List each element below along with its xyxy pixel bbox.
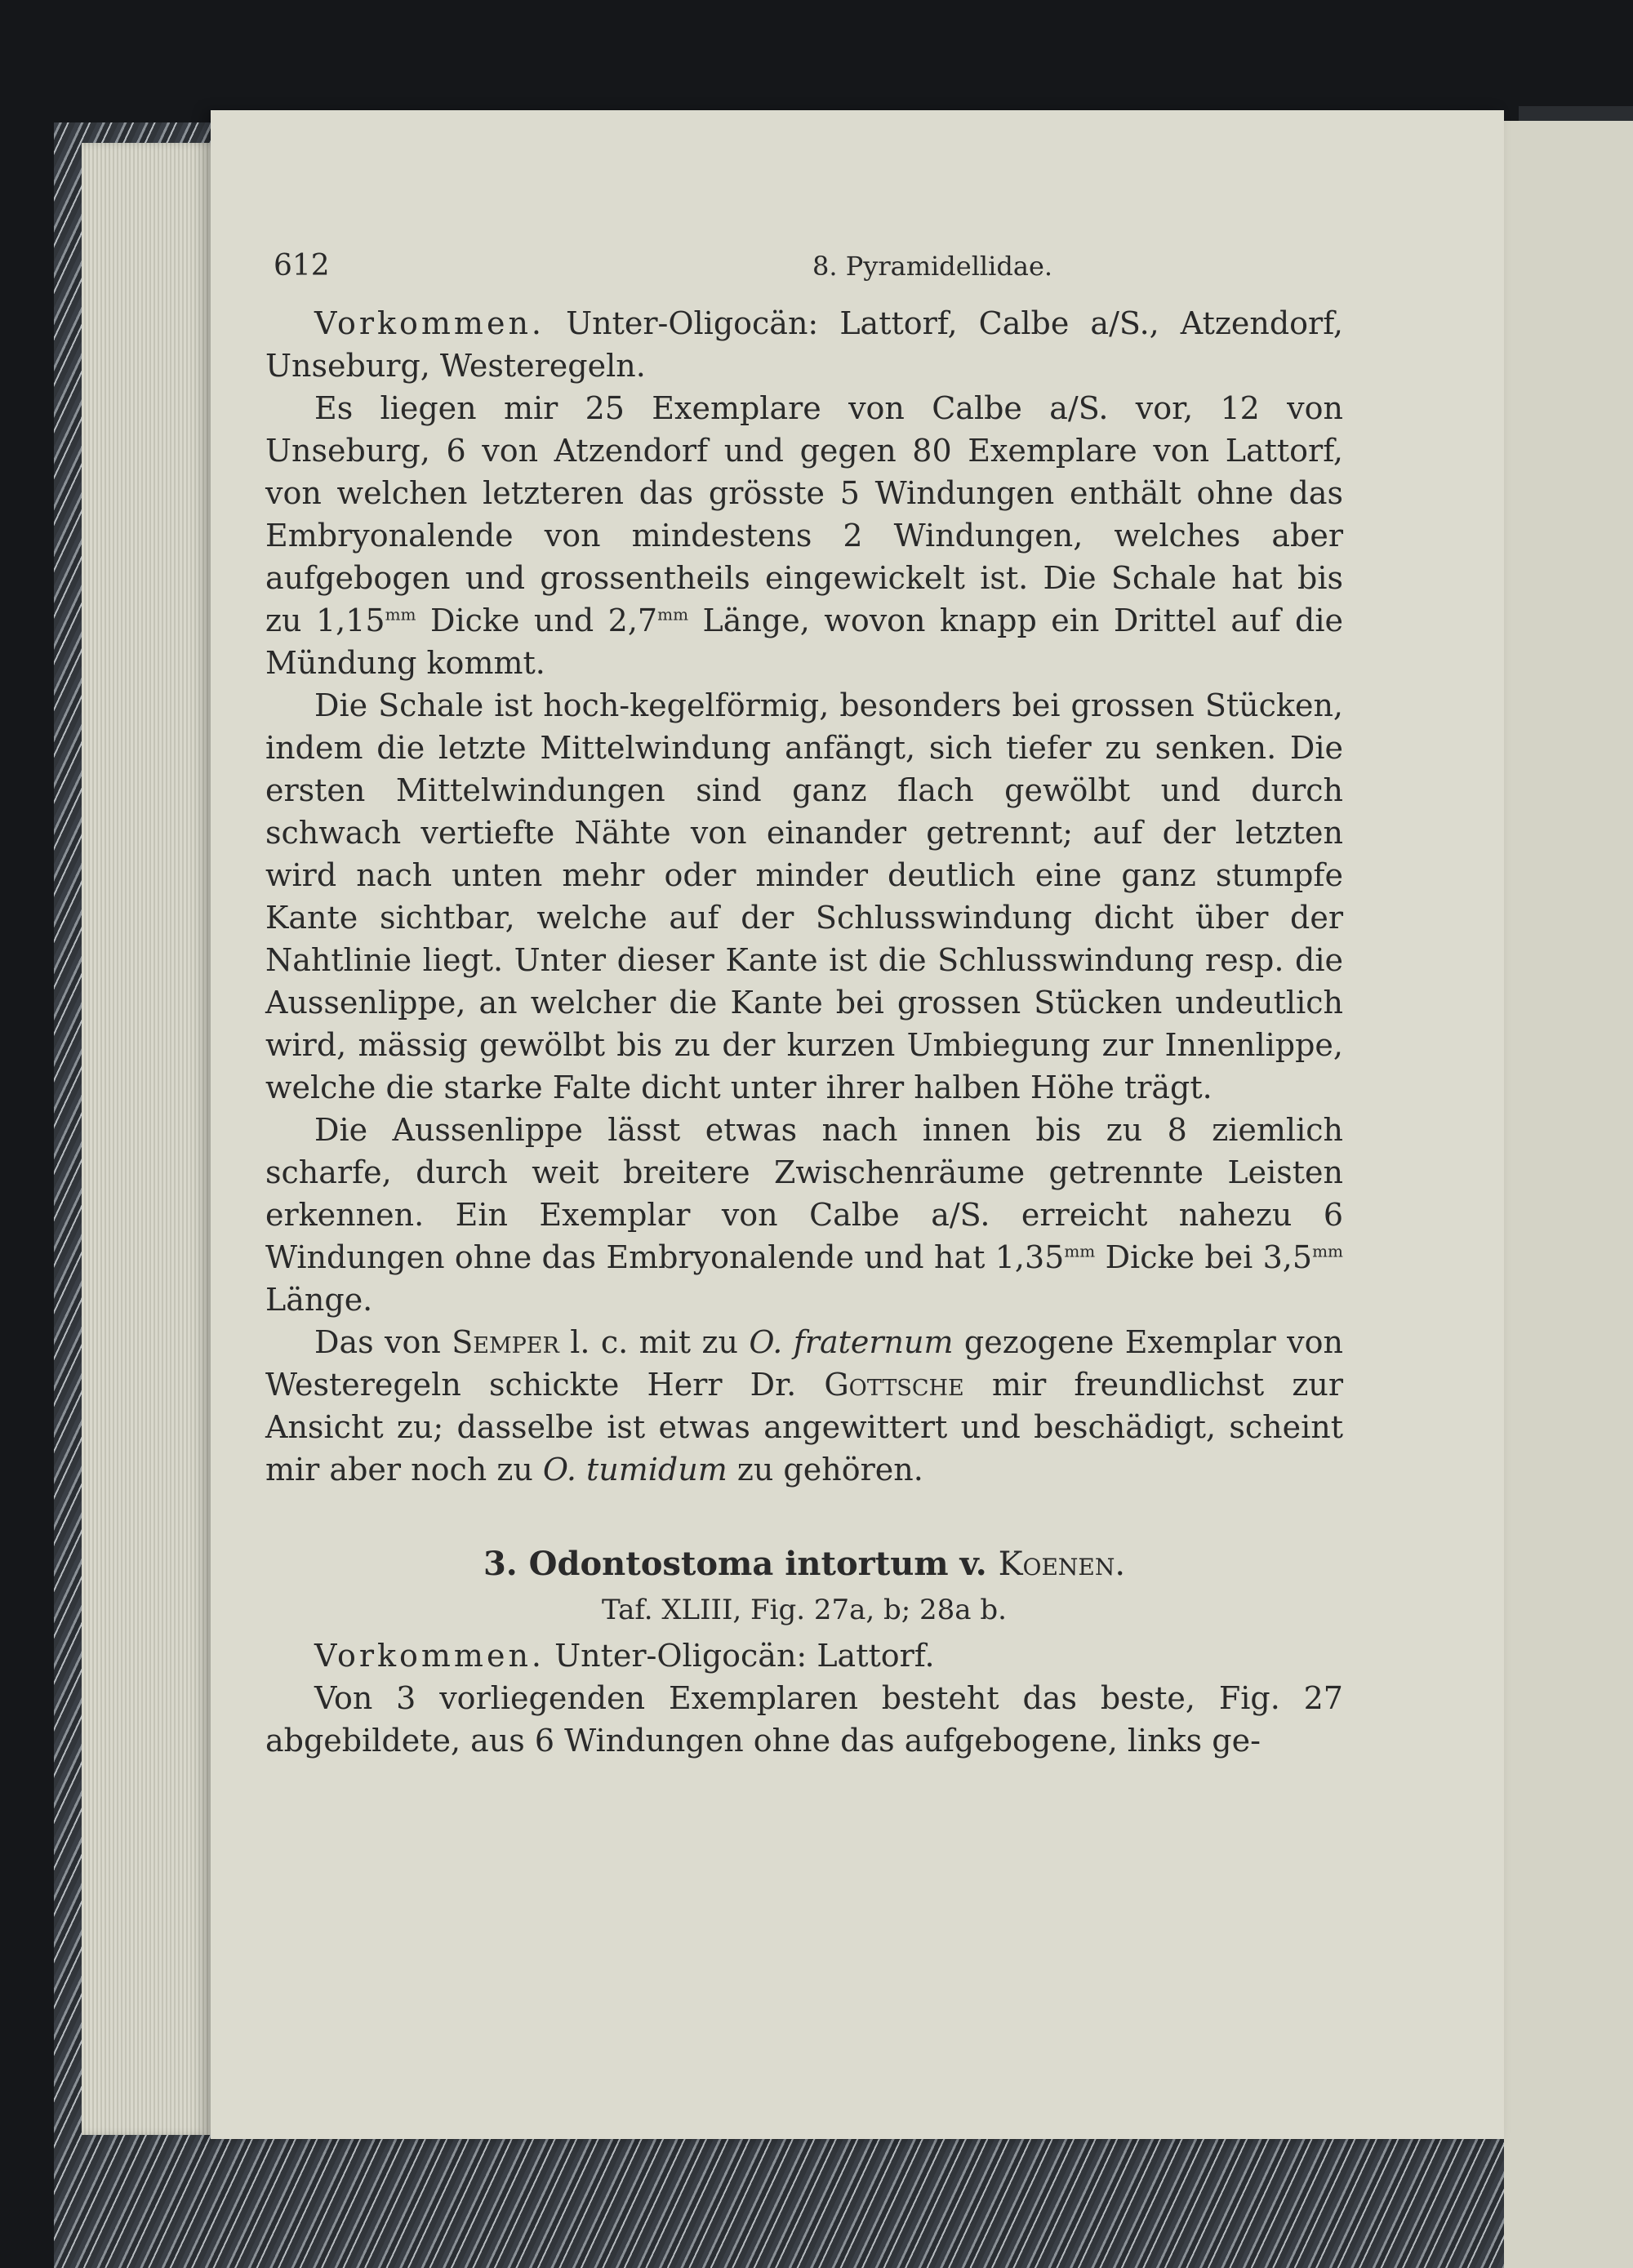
running-title: 8. Pyramidellidae. <box>812 251 1053 282</box>
species-name: O. fraternum <box>749 1324 954 1360</box>
species-name: O. tumidum <box>542 1452 728 1488</box>
species-heading-text: 3. Odontostoma intortum v. <box>483 1545 987 1583</box>
author-name: Gottsche <box>824 1367 964 1403</box>
text-run: Dicke und 2,7 <box>416 603 658 638</box>
occurrence-label: Vorkommen. <box>314 1638 545 1674</box>
occurrence-paragraph <box>265 302 1343 387</box>
text-run: Länge. <box>265 1282 373 1318</box>
unit-mm: mm <box>1312 1241 1343 1261</box>
occurrence-text: Unter-Oligocän: Lattorf, Calbe a/S., Atzendorf, Unseburg, Westeregeln. <box>265 305 1343 384</box>
author-name: Semper <box>452 1324 559 1360</box>
species-heading <box>265 1543 1343 1585</box>
unit-mm: mm <box>385 604 416 625</box>
species-author: Koenen. <box>998 1545 1126 1583</box>
semper-paragraph <box>265 1321 1343 1491</box>
text-run: zu gehören. <box>727 1452 923 1488</box>
text-run: Länge, wovon knapp ein Drittel auf die Mündung kommt. <box>265 603 1343 681</box>
plate-reference: Taf. XLIII, Fig. 27a, b; 28a b. <box>602 1594 1007 1626</box>
unit-mm: mm <box>1064 1241 1096 1261</box>
facing-page-edge <box>1504 121 1633 2268</box>
occurrence-label: Vorkommen. <box>314 305 545 341</box>
text-run: l. c. mit zu <box>558 1324 750 1360</box>
specimen-paragraph-2: Von 3 vorliegenden Exemplaren besteht das beste, Fig. 27 abgebildete, aus 6 Windungen ohne das aufgebogene, links ge- <box>265 1680 1343 1759</box>
outer-lip-paragraph <box>265 1109 1343 1321</box>
shell-description-paragraph: Die Schale ist hoch-kegelförmig, besonders bei grossen Stücken, indem die letzte Mittelwindung anfängt, sich tiefer zu senken. Die ersten Mittelwindungen sind ganz flach gewölbt und durch schwach vertiefte Nähte von einander getrennt; auf der letzten wird nach unten mehr oder minder deutlich eine ganz stumpfe Kante sichtbar, welche auf der Schlusswindung dicht über der Nahtlinie liegt. Unter dieser Kante ist die Schlusswindung resp. die Aussenlippe, an welcher die Kante bei grossen Stücken undeutlich wird, mässig gewölbt bis zu der kurzen Umbiegung zur Innenlippe, welche die starke Falte dicht unter ihrer halben Höhe trägt. <box>265 687 1343 1105</box>
text-run: gezogene Exemplar von Westeregeln schickte Herr Dr. <box>265 1324 1343 1403</box>
page-header <box>265 245 1343 294</box>
page-content <box>265 245 1343 1762</box>
unit-mm: mm <box>657 604 689 625</box>
text-run: Es liegen mir 25 Exemplare von Calbe a/S. vor, 12 von Unseburg, 6 von Atzendorf und gegen 80 Exemplare von Lattorf, von welchen letzteren das grösste 5 Windungen enthält ohne das Embryonalende von mindestens 2 Windungen, welches aber aufgebogen und grossentheils eingewickelt ist. Die Schale hat bis zu 1,15 <box>265 390 1343 638</box>
specimens-paragraph <box>265 387 1343 684</box>
occurrence-text: Unter-Oligocän: Lattorf. <box>545 1638 935 1674</box>
text-run: Das von <box>314 1324 452 1360</box>
page-stack-edges <box>82 143 229 2135</box>
text-run: Die Aussenlippe lässt etwas nach innen bis zu 8 ziemlich scharfe, durch weit breitere Zwischenräume getrennte Leisten erkennen. Ein Exemplar von Calbe a/S. erreicht nahezu 6 Windungen ohne das Embryonalende und hat 1,35 <box>265 1112 1343 1275</box>
page-number: 612 <box>274 249 330 282</box>
occurrence-paragraph-2 <box>265 1634 1343 1677</box>
text-run: mir freundlichst zur Ansicht zu; dasselbe ist etwas angewittert und beschädigt, scheint mir aber noch zu <box>265 1367 1343 1488</box>
text-run: Dicke bei 3,5 <box>1095 1239 1313 1275</box>
